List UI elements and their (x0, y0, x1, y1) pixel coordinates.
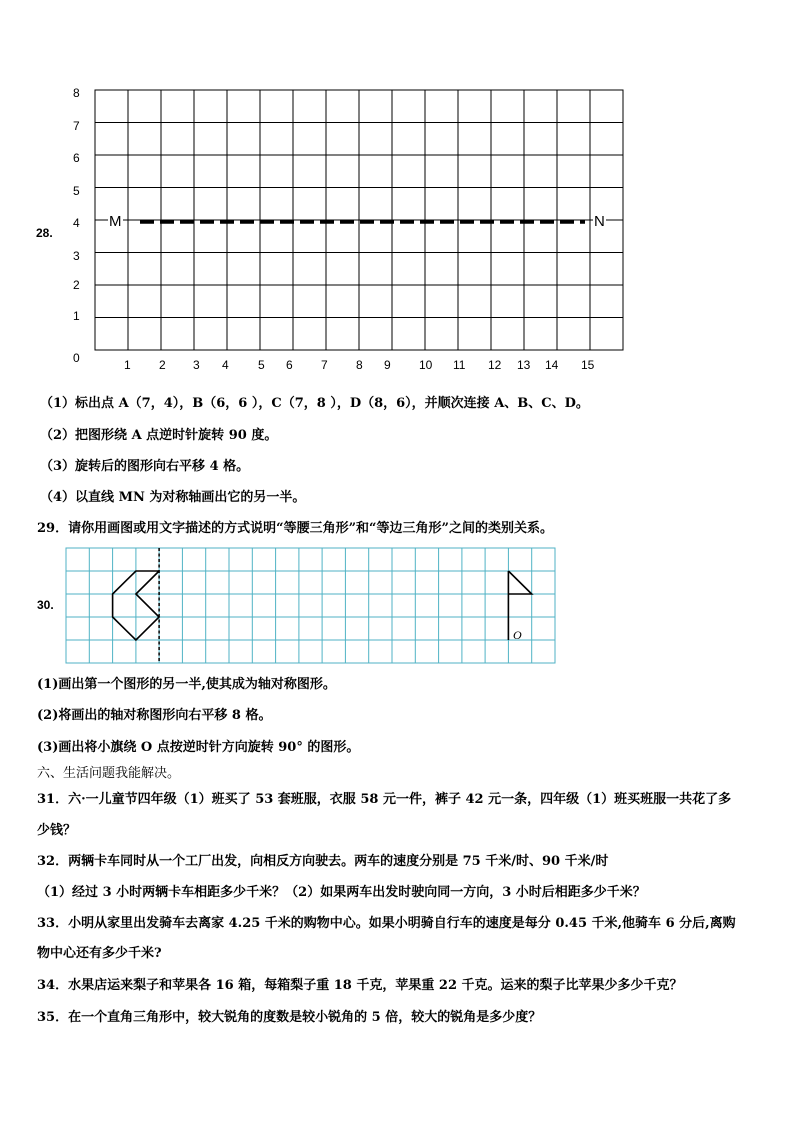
x-tick-11: 11 (453, 358, 466, 372)
x-tick-15: 15 (581, 358, 595, 372)
y-tick-8: 8 (73, 86, 80, 100)
x-tick-6: 6 (286, 358, 293, 372)
point-m-label: M (109, 213, 122, 230)
grid-lines (95, 90, 623, 350)
q30-sub1: (1)画出第一个图形的另一半,使其成为轴对称图形。 (37, 677, 336, 692)
y-tick-5: 5 (73, 184, 80, 198)
y-tick-3: 3 (73, 249, 80, 263)
q28-sub4: （4）以直线 MN 为对称轴画出它的另一半。 (40, 490, 306, 505)
question-30-label: 30. (37, 598, 54, 612)
y-tick-0: 0 (73, 351, 80, 365)
q28-sub1: （1）标出点 A（7，4），B（6，6 ），C（7，8 ），D（8，6），并顺次连接 A、B、C、D。 (40, 396, 589, 411)
y-tick-6: 6 (73, 151, 80, 165)
q30-sub3: (3)画出将小旗绕 O 点按逆时针方向旋转 90° 的图形。 (37, 740, 360, 755)
x-tick-7: 7 (321, 358, 328, 372)
y-tick-2: 2 (73, 278, 80, 292)
question-33-line1: 33．小明从家里出发骑车去离家 4.25 千米的购物中心。如果小明骑自行车的速度是每分 0.45 千米,他骑车 6 分后,离购 (37, 916, 736, 931)
question-32-line1: 32．两辆卡车同时从一个工厂出发，向相反方向驶去。两车的速度分别是 75 千米/时、90 千米/时 (37, 854, 609, 869)
x-tick-3: 3 (193, 358, 200, 372)
question-29: 29．请你用画图或用文字描述的方式说明“等腰三角形”和“等边三角形”之间的类别关系。 (37, 521, 554, 536)
x-tick-10: 10 (419, 358, 433, 372)
point-n-label: N (594, 213, 605, 230)
x-tick-12: 12 (488, 358, 502, 372)
q30-sub2: (2)将画出的轴对称图形向右平移 8 格。 (37, 708, 272, 723)
q30-grid (60, 545, 560, 670)
question-32-line2: （1）经过 3 小时两辆卡车相距多少千米？（2）如果两车出发时驶向同一方向，3 小时后相距多少千米？ (37, 885, 646, 900)
flag-triangle (508, 571, 531, 594)
section-6-title: 六、生活问题我能解决。 (37, 766, 181, 781)
x-tick-9: 9 (384, 358, 391, 372)
y-tick-1: 1 (73, 309, 80, 323)
x-tick-4: 4 (222, 358, 229, 372)
q28-sub2: （2）把图形绕 A 点逆时针旋转 90 度。 (40, 428, 278, 443)
q30-grid-lines (66, 548, 555, 663)
x-tick-5: 5 (258, 358, 265, 372)
x-tick-8: 8 (356, 358, 363, 372)
x-tick-13: 13 (517, 358, 531, 372)
question-31-line2: 少钱？ (37, 823, 77, 838)
q28-sub3: （3）旋转后的图形向右平移 4 格。 (40, 459, 250, 474)
question-31-line1: 31．六·一儿童节四年级（1）班买了 53 套班服，衣服 58 元一件，裤子 42 元一条，四年级（1）班买班服一共花了多 (37, 792, 732, 807)
question-33-line2: 物中心还有多少千米? (37, 946, 162, 961)
x-tick-1: 1 (124, 358, 131, 372)
x-tick-14: 14 (545, 358, 559, 372)
question-28-label: 28. (36, 226, 53, 240)
y-tick-4: 4 (73, 216, 80, 230)
question-34: 34．水果店运来梨子和苹果各 16 箱，每箱梨子重 18 千克，苹果重 22 千克。运来的梨子比苹果少多少千克？ (37, 978, 683, 993)
question-35: 35．在一个直角三角形中，较大锐角的度数是较小锐角的 5 倍，较大的锐角是多少度？ (37, 1010, 542, 1025)
coordinate-grid (60, 80, 640, 380)
point-o-label: O (513, 628, 522, 642)
x-tick-2: 2 (159, 358, 166, 372)
y-tick-7: 7 (73, 119, 80, 133)
